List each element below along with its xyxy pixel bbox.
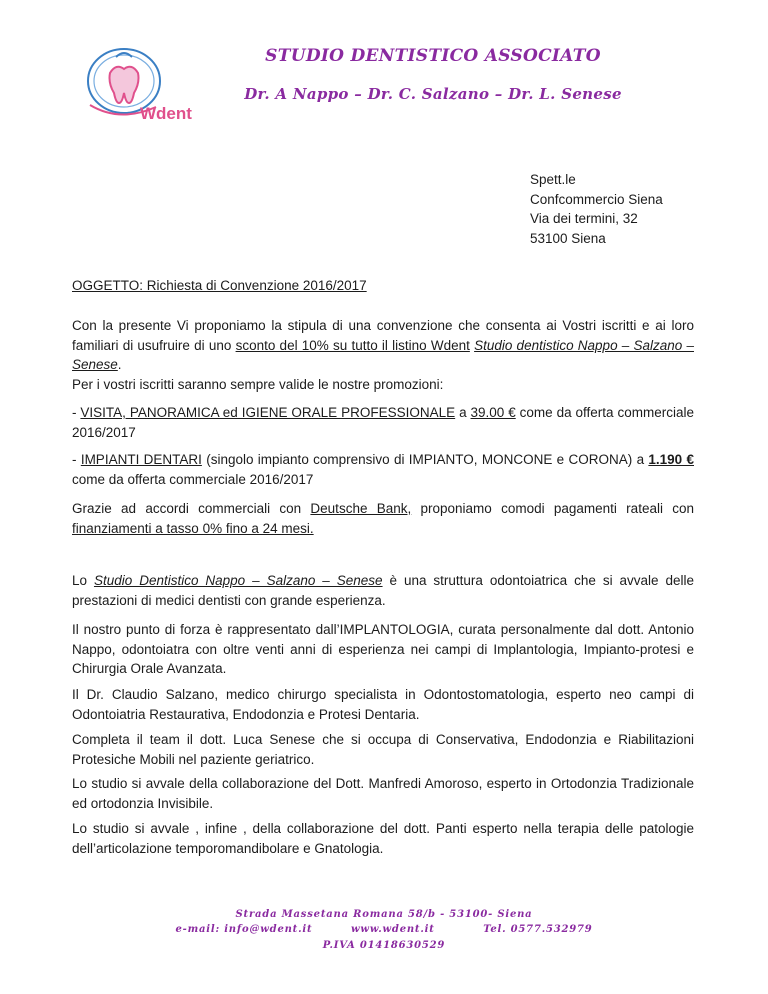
promo-title: VISITA, PANORAMICA ed IGIENE ORALE PROFESSIONALE	[80, 405, 456, 420]
text: come da offerta commerciale 2016/2017	[72, 405, 695, 440]
text: (singolo impianto comprensivo di IMPIANTO, MONCONE e CORONA) a	[201, 452, 649, 467]
promo-price: 39.00 €	[470, 405, 516, 420]
text: a	[455, 405, 471, 420]
paragraph-financing	[72, 499, 694, 538]
text: Lo	[72, 573, 94, 588]
letterhead-title: STUDIO DENTISTICO ASSOCIATO	[265, 46, 601, 66]
bank-name: Deutsche Bank,	[310, 501, 412, 516]
footer-email[interactable]: e-mail: info@wdent.it	[175, 924, 313, 935]
text: come da offerta commerciale 2016/2017	[72, 471, 314, 487]
text: -	[72, 405, 81, 420]
text: .	[117, 357, 122, 372]
address-line: 53100 Siena	[530, 230, 606, 246]
promo-title: IMPIANTI DENTARI	[80, 452, 202, 467]
recipient-address	[530, 170, 663, 248]
studio-name: Studio dentistico Nappo – Salzano – Senese	[72, 337, 694, 372]
paragraph-implantology: Il nostro punto di forza è rappresentato dall’IMPLANTOLOGIA, curata personalmente dal dott. Antonio Nappo, odontoiatra con oltre venti anni di esperienza nei campi di Implantologia, Impianto-protesi e Chirurgia Orale Avanzata.	[72, 622, 694, 676]
studio-name: Studio Dentistico Nappo – Salzano – Senese	[93, 573, 383, 588]
svg-text:Wdent: Wdent	[140, 104, 192, 123]
paragraph-studio	[72, 571, 694, 610]
promo-implants	[72, 450, 694, 489]
address-line: Via dei termini, 32	[530, 211, 638, 226]
text: -	[72, 452, 81, 467]
paragraph-panti: Lo studio si avvale , infine , della collaborazione del dott. Panti esperto nella terapia delle patologie dell’articolazione temporomandibolare e Gnatologia.	[72, 821, 694, 856]
footer-vat: P.IVA 01418630529	[322, 940, 446, 951]
promo-price: 1.190 €	[648, 452, 694, 467]
footer-address: Strada Massetana Romana 58/b - 53100- Siena	[235, 909, 533, 920]
promo-visit	[72, 403, 694, 442]
paragraph-promotions: Per i vostri iscritti saranno sempre valide le nostre promozioni:	[72, 377, 444, 392]
text: Grazie ad accordi commerciali con	[72, 501, 311, 516]
footer-website[interactable]: www.wdent.it	[351, 924, 435, 935]
footer-contacts	[0, 924, 768, 935]
address-line: Spett.le	[530, 172, 576, 187]
paragraph-salzano: Il Dr. Claudio Salzano, medico chirurgo specialista in Odontostomatologia, esperto neo campi di Odontoiatria Restaurativa, Endodonzia e Protesi Dentaria.	[72, 687, 694, 722]
paragraph-intro	[72, 316, 694, 375]
discount-text: sconto del 10% su tutto il listino Wdent	[235, 337, 470, 353]
address-line: Confcommercio Siena	[530, 191, 663, 207]
text: Con la presente Vi proponiamo la stipula di una convenzione che consenta ai Vostri iscritti e ai loro familiari di usufruire di uno	[72, 318, 694, 353]
text: proponiamo comodi pagamenti rateali con	[411, 501, 694, 516]
letterhead-doctors: Dr. A Nappo – Dr. C. Salzano – Dr. L. Senese	[244, 85, 622, 103]
paragraph-senese: Completa il team il dott. Luca Senese che si occupa di Conservativa, Endodonzia e Riabilitazioni Protesiche Mobili nel paziente geriatrico.	[72, 732, 694, 767]
subject-line: OGGETTO: Richiesta di Convenzione 2016/2017	[72, 278, 367, 293]
financing-terms: finanziamenti a tasso 0% fino a 24 mesi.	[72, 520, 314, 536]
paragraph-amoroso: Lo studio si avvale della collaborazione del Dott. Manfredi Amoroso, esperto in Ortodonzia Tradizionale ed ortodonzia Invisibile.	[72, 776, 694, 811]
text: è una struttura odontoiatrica che si avvale delle prestazioni di medici dentisti con grande esperienza.	[72, 573, 694, 608]
footer-phone: Tel. 0577.532979	[483, 924, 593, 935]
